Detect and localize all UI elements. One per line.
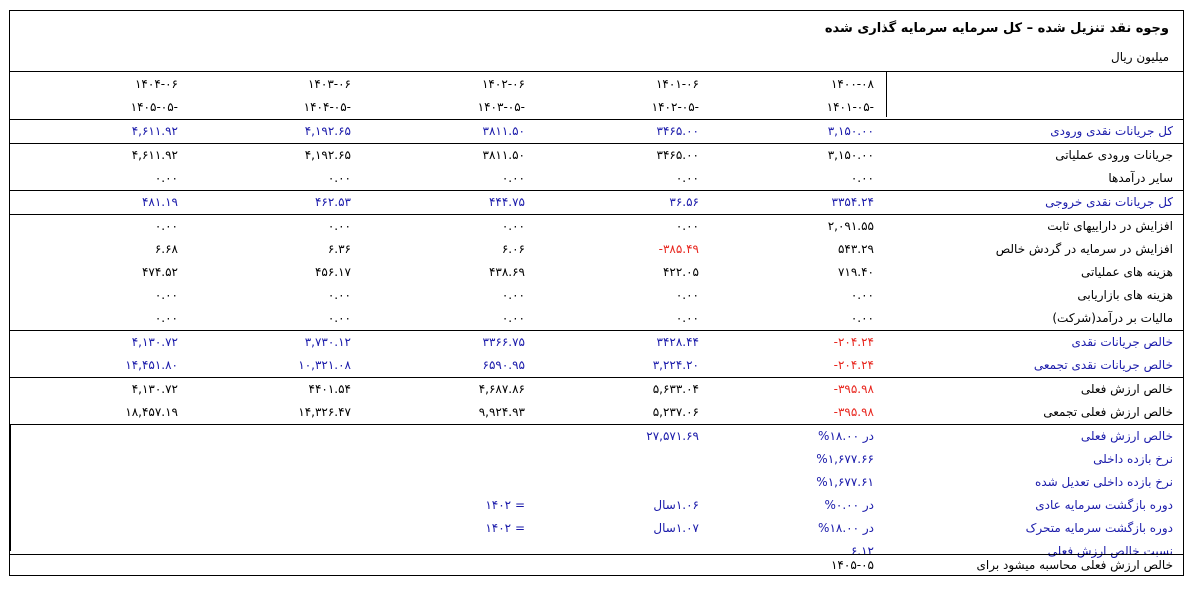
cell-value-negative: -۳۹۵.۹۸ [833, 382, 874, 396]
table-row-total-inflow [10, 120, 1183, 143]
summary-label: خالص ارزش فعلی [1080, 429, 1173, 443]
summary-row-mirr [10, 471, 1183, 494]
cell-value: ۹,۹۲۴.۹۳ [478, 405, 525, 419]
row-label: خالص جریانات نقدی تجمعی [1033, 358, 1173, 372]
cell-value: ۳,۷۳۰.۱۲ [304, 335, 351, 349]
period-3-start: ۱۴۰۲-۰۶ [481, 77, 525, 91]
cell-value: ۰.۰۰ [154, 171, 178, 185]
cell-value: ۵۴۳.۲۹ [837, 242, 874, 256]
period-end-row [10, 96, 1183, 119]
table-row-cumulative-cashflow [10, 354, 1183, 377]
cell-value: ۶۵۹۰.۹۵ [482, 358, 525, 372]
cell-value: ۳,۲۲۴.۲۰ [652, 358, 699, 372]
sheet-title: وجوه نقد تنزیل شده – کل سرمایه سرمایه گذاری شده [824, 21, 1169, 36]
cell-value: ۰.۰۰ [154, 288, 178, 302]
cell-value: ۳۴۶۵.۰۰ [656, 124, 699, 138]
cell-value: ۰.۰۰ [850, 288, 874, 302]
cell-value: ۴,۱۳۰.۷۲ [131, 335, 178, 349]
cell-value: ۴,۱۹۲.۶۵ [304, 148, 351, 162]
summary-row-calc-period [10, 554, 1183, 577]
cell-value: ۳,۱۵۰.۰۰ [827, 148, 874, 162]
cell-value: ۴۲۲.۰۵ [662, 265, 699, 279]
cell-value: ۱۰,۳۲۱.۰۸ [298, 358, 351, 372]
cell-value-negative: -۳۹۵.۹۸ [833, 405, 874, 419]
cell-value: ۴۵۶.۱۷ [314, 265, 351, 279]
cell-value: ۶.۳۶ [327, 242, 351, 256]
summary-row-npv [10, 425, 1183, 448]
period-start-row [10, 73, 1183, 96]
cell-value: ۰.۰۰ [501, 219, 525, 233]
cell-value: ۳۳۶۶.۷۵ [482, 335, 525, 349]
table-row-net-cashflow [10, 331, 1183, 354]
sheet-header [10, 11, 1183, 72]
summary-rate: در ۰.۰۰% [824, 498, 874, 512]
cell-value: ۴۴۰۱.۵۴ [308, 382, 351, 396]
table-row-total-outflow [10, 191, 1183, 214]
period-2-end: ۱۴۰۲-۰۵- [651, 100, 699, 114]
cell-value: ۰.۰۰ [675, 171, 699, 185]
period-4-end: ۱۴۰۴-۰۵- [303, 100, 351, 114]
cell-value: ۴,۱۹۲.۶۵ [304, 124, 351, 138]
cell-value: ۰.۰۰ [154, 219, 178, 233]
cell-value: ۴۴۴.۷۵ [488, 195, 525, 209]
cell-value: ۴۷۴.۵۲ [141, 265, 178, 279]
cell-value-negative: -۲۰۴.۲۴ [833, 335, 874, 349]
period-3-end: ۱۴۰۳-۰۵- [477, 100, 525, 114]
summary-label: نرخ بازده داخلی [1093, 452, 1173, 466]
row-label: مالیات بر درآمد(شرکت) [1052, 311, 1173, 325]
period-5-start: ۱۴۰۴-۰۶ [134, 77, 178, 91]
cell-value: ۷۱۹.۴۰ [837, 265, 874, 279]
cell-value: ۳۴۲۸.۴۴ [656, 335, 699, 349]
cell-value: ۲,۰۹۱.۵۵ [827, 219, 874, 233]
period-2-start: ۱۴۰۱-۰۶ [655, 77, 699, 91]
cell-value: ۶.۰۶ [501, 242, 525, 256]
cell-value: ۴,۶۸۷.۸۶ [478, 382, 525, 396]
cell-value: ۳۴۶۵.۰۰ [656, 148, 699, 162]
cell-value: ۱۸,۴۵۷.۱۹ [125, 405, 178, 419]
summary-row-payback-discounted [10, 517, 1183, 540]
row-label: هزینه های بازاریابی [1077, 288, 1173, 302]
table-row-npv [10, 378, 1183, 401]
cell-value: ۱۴,۳۲۶.۴۷ [298, 405, 351, 419]
cell-value: ۰.۰۰ [850, 171, 874, 185]
table-row-marketing-costs [10, 284, 1183, 307]
cell-value: ۳۶.۵۶ [669, 195, 699, 209]
summary-value: ۱۴۰۵-۰۵ [830, 558, 874, 572]
summary-label: دوره بازگشت سرمایه عادی [1035, 498, 1173, 512]
summary-row-irr [10, 448, 1183, 471]
cell-value: ۳۳۵۴.۲۴ [831, 195, 874, 209]
period-1-start: ۱۴۰۰-۰۸ [830, 77, 874, 91]
table-row-operating-costs [10, 261, 1183, 284]
period-4-start: ۱۴۰۳-۰۶ [307, 77, 351, 91]
table-row-operating-inflow [10, 144, 1183, 167]
cell-value: ۰.۰۰ [850, 311, 874, 325]
summary-years: ۱.۰۷سال [653, 521, 699, 535]
cell-value: ۳۸۱۱.۵۰ [482, 124, 525, 138]
cell-value: ۴,۶۱۱.۹۲ [131, 148, 178, 162]
cell-value: ۰.۰۰ [675, 311, 699, 325]
cell-value: ۳,۱۵۰.۰۰ [827, 124, 874, 138]
summary-label: نسبت خالص ارزش فعلی [1047, 544, 1173, 558]
row-label: سایر درآمدها [1108, 171, 1173, 185]
summary-years: ۱.۰۶سال [653, 498, 699, 512]
cell-value: ۴۶۲.۵۳ [314, 195, 351, 209]
unit-label: میلیون ریال [1111, 50, 1169, 64]
row-label: خالص جریانات نقدی [1071, 335, 1173, 349]
table-row-income-tax [10, 307, 1183, 330]
summary-rate: در ۱۸.۰۰% [818, 521, 874, 535]
period-5-end: ۱۴۰۵-۰۵- [130, 100, 178, 114]
cell-value: ۰.۰۰ [675, 219, 699, 233]
summary-year: = ۱۴۰۲ [485, 521, 525, 535]
summary-label: دوره بازگشت سرمایه متحرک [1025, 521, 1173, 535]
row-label: خالص ارزش فعلی [1080, 382, 1173, 396]
summary-value: ۲۷,۵۷۱.۶۹ [646, 429, 699, 443]
table-row-other-income [10, 167, 1183, 190]
row-label: کل جریانات نقدی خروجی [1045, 195, 1173, 209]
cell-value: ۰.۰۰ [675, 288, 699, 302]
table-row-cumulative-npv [10, 401, 1183, 424]
summary-value: %۱,۶۷۷.۶۶ [816, 452, 874, 466]
table-row-working-capital [10, 238, 1183, 261]
cell-value-negative: -۳۸۵.۴۹ [658, 242, 699, 256]
summary-year: = ۱۴۰۲ [485, 498, 525, 512]
cell-value-negative: -۲۰۴.۲۴ [833, 358, 874, 372]
summary-value: %۱,۶۷۷.۶۱ [816, 475, 874, 489]
row-label: جریانات ورودی عملیاتی [1055, 148, 1173, 162]
summary-row-payback-simple [10, 494, 1183, 517]
cell-value: ۵,۶۳۳.۰۴ [652, 382, 699, 396]
table-row-fixed-assets [10, 215, 1183, 238]
summary-value: ۶.۱۲ [850, 544, 874, 558]
cashflow-sheet [9, 10, 1184, 576]
summary-label: نرخ بازده داخلی تعدیل شده [1035, 475, 1173, 489]
cell-value: ۰.۰۰ [327, 219, 351, 233]
cell-value: ۰.۰۰ [154, 311, 178, 325]
cell-value: ۴۸۱.۱۹ [141, 195, 178, 209]
cell-value: ۰.۰۰ [501, 171, 525, 185]
cell-value: ۰.۰۰ [327, 288, 351, 302]
cell-value: ۴,۱۳۰.۷۲ [131, 382, 178, 396]
cell-value: ۳۸۱۱.۵۰ [482, 148, 525, 162]
row-label: افزایش در سرمایه در گردش خالص [995, 242, 1173, 256]
summary-label: خالص ارزش فعلی محاسبه میشود برای [976, 558, 1173, 572]
summary-rate: در ۱۸.۰۰% [818, 429, 874, 443]
row-label: کل جریانات نقدی ورودی [1050, 124, 1173, 138]
cell-value: ۰.۰۰ [501, 288, 525, 302]
cell-value: ۵,۲۳۷.۰۶ [652, 405, 699, 419]
row-label: خالص ارزش فعلی تجمعی [1043, 405, 1173, 419]
cell-value: ۴,۶۱۱.۹۲ [131, 124, 178, 138]
cell-value: ۰.۰۰ [327, 311, 351, 325]
row-label: افزایش در داراییهای ثابت [1047, 219, 1173, 233]
cell-value: ۰.۰۰ [501, 311, 525, 325]
cell-value: ۱۴,۴۵۱.۸۰ [125, 358, 178, 372]
period-1-end: ۱۴۰۱-۰۵- [826, 100, 874, 114]
cell-value: ۰.۰۰ [327, 171, 351, 185]
cell-value: ۶.۶۸ [154, 242, 178, 256]
row-label: هزینه های عملیاتی [1080, 265, 1173, 279]
cell-value: ۴۳۸.۶۹ [488, 265, 525, 279]
